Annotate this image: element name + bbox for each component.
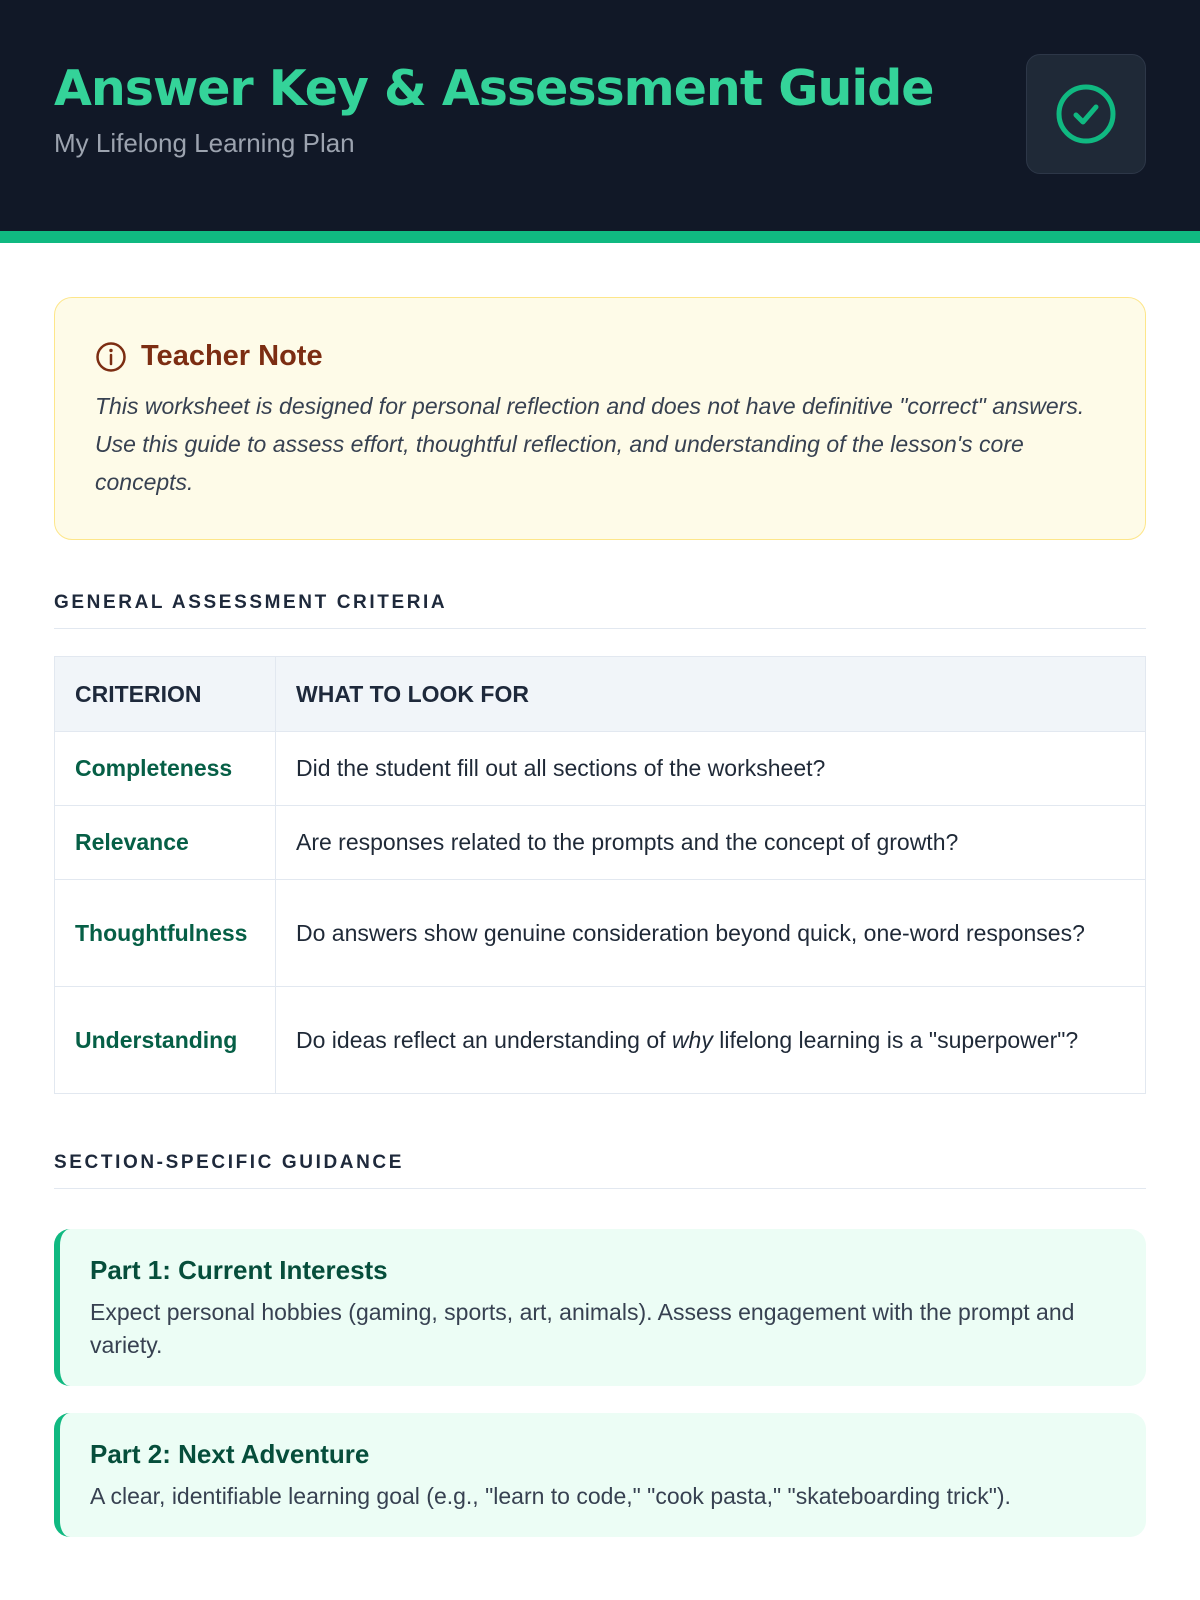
table-row (55, 987, 1146, 1094)
guidance-text: Expect personal hobbies (gaming, sports, art, animals). Assess engagement with the prompt and variety. (90, 1299, 1075, 1358)
look-for-cell: Do answers show genuine consideration beyond quick, one-word responses? (276, 880, 1146, 987)
table-row (55, 806, 1146, 880)
table-row (55, 732, 1146, 806)
criteria-table (54, 656, 1146, 1094)
main-content (0, 243, 1200, 1537)
page-subtitle: My Lifelong Learning Plan (54, 128, 355, 158)
page-title: Answer Key & Assessment Guide (54, 60, 934, 117)
guidance-title: Part 1: Current Interests (90, 1255, 388, 1285)
criterion-cell: Understanding (55, 987, 276, 1094)
table-row (55, 880, 1146, 987)
criterion-cell: Completeness (55, 732, 276, 806)
guidance-title: Part 2: Next Adventure (90, 1439, 370, 1469)
header-badge (1026, 54, 1146, 174)
column-header-criterion: CRITERION (55, 657, 276, 732)
info-circle-icon (95, 341, 127, 373)
teacher-note-body: This worksheet is designed for personal reflection and does not have definitive "correct" answers. Use this guide to assess effort, thoughtful reflection, and understanding of the lesson's core concepts. (95, 393, 1085, 495)
guidance-card-part-1 (54, 1229, 1146, 1386)
criterion-cell: Thoughtfulness (55, 880, 276, 987)
look-for-cell: Did the student fill out all sections of the worksheet? (276, 732, 1146, 806)
look-for-text-end: lifelong learning is a "superpower"? (719, 1026, 1079, 1053)
look-for-text-start: Do ideas reflect an understanding of (296, 1026, 666, 1053)
guidance-card-part-2 (54, 1413, 1146, 1537)
guidance-heading: SECTION-SPECIFIC GUIDANCE (54, 1152, 1146, 1189)
guidance-text: A clear, identifiable learning goal (e.g., "learn to code," "cook pasta," "skateboarding trick"). (90, 1483, 1011, 1509)
table-header-row (55, 657, 1146, 732)
look-for-cell: Are responses related to the prompts and the concept of growth? (276, 806, 1146, 880)
page-header (0, 0, 1200, 243)
teacher-note-title: Teacher Note (141, 340, 323, 372)
criterion-cell: Relevance (55, 806, 276, 880)
criteria-heading: GENERAL ASSESSMENT CRITERIA (54, 592, 1146, 629)
teacher-note-header (95, 340, 1105, 373)
teacher-note (54, 297, 1146, 540)
look-for-cell (276, 987, 1146, 1094)
check-circle-icon (1054, 82, 1118, 146)
column-header-look-for: WHAT TO LOOK FOR (276, 657, 1146, 732)
look-for-emphasis: why (671, 1026, 713, 1053)
